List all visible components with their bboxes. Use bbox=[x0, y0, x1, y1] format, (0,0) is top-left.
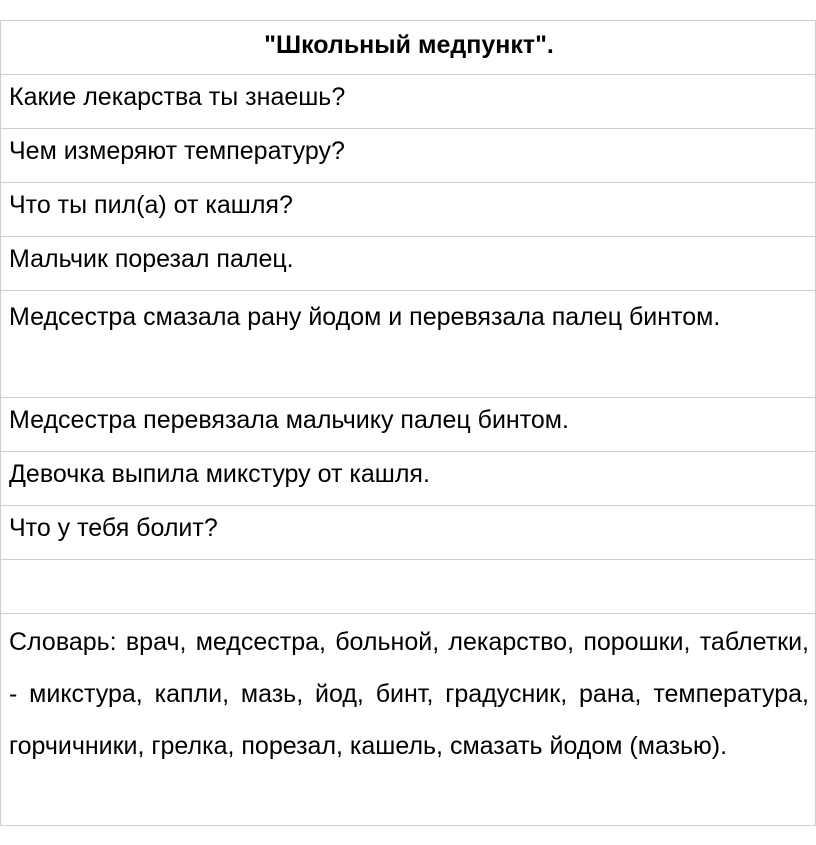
empty-row bbox=[0, 560, 816, 614]
row-text: Девочка выпила микстуру от кашля. bbox=[9, 460, 430, 488]
table-row bbox=[0, 398, 816, 452]
vocabulary-text: Словарь: врач, медсестра, больной, лекарство, порошки, таблетки, - микстура, капли, мазь, йод, бинт, градусник, рана, температура, горчичники, грелка, порезал, кашель, смазать йодом (мазью). bbox=[9, 628, 809, 760]
table-row bbox=[0, 237, 816, 291]
table-row bbox=[0, 291, 816, 398]
table-row bbox=[0, 129, 816, 183]
table-title: "Школьный медпункт". bbox=[264, 31, 554, 59]
table-row bbox=[0, 452, 816, 506]
row-text: Чем измеряют температуру? bbox=[9, 137, 345, 165]
table-title-cell bbox=[0, 21, 816, 75]
table-row bbox=[0, 75, 816, 129]
table-row bbox=[0, 506, 816, 560]
row-text: Мальчик порезал палец. bbox=[9, 245, 294, 273]
table-row bbox=[0, 183, 816, 237]
worksheet-table bbox=[0, 20, 816, 826]
row-text: Что у тебя болит? bbox=[9, 514, 218, 542]
row-text: Какие лекарства ты знаешь? bbox=[9, 83, 346, 111]
row-text: Медсестра перевязала мальчику палец бинтом. bbox=[9, 406, 569, 434]
row-text: Медсестра смазала рану йодом и перевязала палец бинтом. bbox=[9, 303, 721, 331]
row-text: Что ты пил(а) от кашля? bbox=[9, 191, 293, 219]
vocabulary-cell bbox=[0, 614, 816, 826]
